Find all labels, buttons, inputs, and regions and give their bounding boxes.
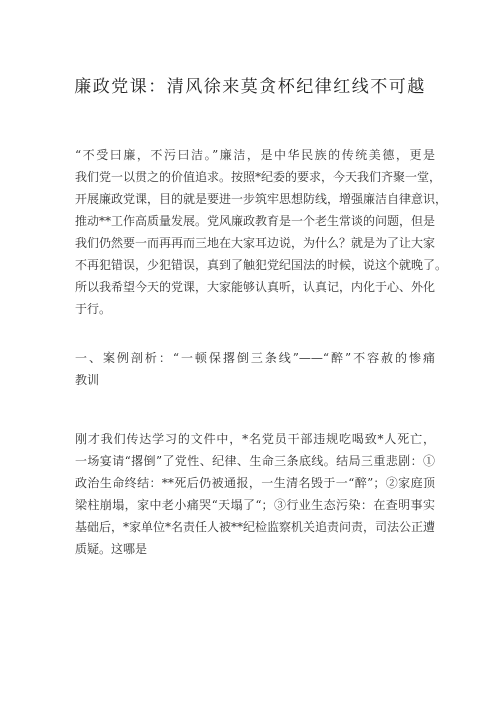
paragraph-opening [75, 144, 448, 320]
paragraph-line: 我们党一以贯之的价值追求。按照*纪委的要求，今天我们齐聚一堂， [75, 170, 442, 184]
document-title: 廉政党课：清风徐来莫贪杯纪律红线不可越 [74, 77, 426, 97]
paragraph-line: 开展廉政党课，目的就是要进一步筑牢思想防线，增强廉洁自律意识， [75, 192, 448, 206]
paragraph-line: 不再犯错误，少犯错误，真到了触犯党纪国法的时候，说这个就晚了。 [75, 258, 448, 272]
paragraph-line: 政治生命终结：**死后仍被通报，一生清名毁于一“醉”；②家庭顶 [75, 476, 435, 490]
paragraph-line: 质疑。这哪是 [75, 542, 148, 556]
paragraph-line: 我们仍然要一而再再而三地在大家耳边说，为什么？就是为了让大家 [75, 236, 436, 250]
paragraph-line: 梁柱崩塌，家中老小痛哭“天塌了“；③行业生态污染：在查明事实 [75, 498, 435, 512]
heading-line: 一、案例剖析：“一顿保撂倒三条线”——“醉”不容赦的惨痛 [75, 351, 435, 365]
paragraph-line: 所以我希望今天的党课，大家能够认真听，认真记，内化于心、外化 [75, 280, 436, 294]
paragraph-line: 推动**工作高质量发展。党风廉政教育是一个老生常谈的问题，但是 [75, 214, 436, 228]
section-heading [75, 347, 435, 391]
paragraph-line: 一场宴请“撂倒”了党性、纪律、生命三条底线。结局三重悲剧：① [75, 454, 435, 468]
paragraph-line: “不受曰廉，不污曰洁。”廉洁，是中华民族的传统美德，更是 [75, 148, 435, 162]
paragraph-line: 刚才我们传达学习的文件中，*名党员干部违规吃喝致*人死亡， [75, 432, 435, 446]
heading-line: 教训 [75, 373, 100, 387]
paragraph-line: 基础后，*家单位*名责任人被**纪检监察机关追责问责，司法公正遭 [75, 520, 436, 534]
paragraph-case-analysis [75, 428, 435, 560]
paragraph-line: 于行。 [75, 302, 112, 316]
